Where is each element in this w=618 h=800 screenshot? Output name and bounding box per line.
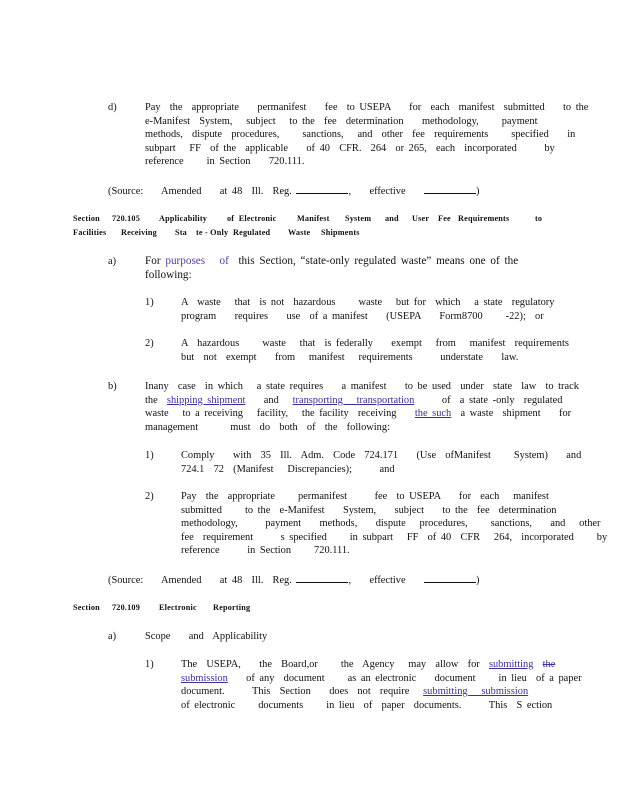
item-label-d: d)	[108, 102, 117, 113]
text-line: A waste that is not hazardous waste but for which a state regulatory	[181, 297, 555, 308]
heading-word: Waste	[288, 228, 311, 237]
text-line: Inany case in which a state requires a manifest to be used under state law to track	[145, 381, 579, 392]
text-line	[145, 394, 563, 408]
blank-line	[296, 573, 348, 583]
source-effective: , effective	[348, 186, 406, 197]
heading-word: User	[412, 214, 430, 223]
text-line: submitted to the e-Manifest System, subject to the fee determination	[181, 504, 557, 516]
text-line	[145, 407, 572, 421]
text-line	[181, 672, 582, 686]
text-line: 724.1 72 (Manifest Discrepancies); and	[181, 463, 395, 475]
paragraph-scope1	[181, 658, 582, 712]
text-line: fee requirement s specified in subpart FF of 40 CFR 264, incorporated by	[181, 531, 608, 543]
heading-word: Fee	[438, 214, 451, 223]
source-close: )	[476, 186, 480, 197]
item-label-1: 1)	[145, 297, 154, 308]
item-label-2: 2)	[145, 338, 154, 349]
text-line	[181, 685, 541, 699]
item-label-a: a)	[108, 256, 117, 267]
blank-line	[424, 573, 476, 583]
heading-word: Manifest	[297, 214, 330, 223]
source-note	[108, 573, 479, 588]
heading-word: Section	[73, 603, 100, 612]
item-label-2: 2)	[145, 491, 154, 502]
inserted-text: submission	[181, 672, 228, 684]
text-line: Comply with 35 Ill. Adm. Code 724.171 (Use ofManifest System) and	[181, 450, 582, 461]
deleted-text: the	[542, 659, 556, 670]
heading-word: Requirements	[458, 214, 510, 223]
heading-word: 720.109	[112, 603, 141, 612]
item-label-b: b)	[108, 381, 117, 392]
text-line: reference in Section 720.111.	[181, 545, 350, 557]
paragraph-a	[145, 255, 540, 282]
text-line: methodology, payment methods, dispute procedures, sanctions, and other	[181, 518, 601, 530]
item-label-1: 1)	[145, 450, 154, 461]
text-line: subpart FF of the applicable of 40 CFR. 264 or 265, each incorporated by	[145, 142, 555, 154]
heading-word: to	[535, 214, 543, 223]
item-label-a: a)	[108, 631, 117, 642]
blank-line	[424, 184, 476, 194]
text-line	[181, 658, 556, 672]
text-run: waste to a receiving facility, the facility receiving	[145, 408, 397, 420]
text-run: of a state -only regulated	[441, 394, 563, 406]
text-line: program requires use of a manifest (USEPA Form8700 -22); or	[181, 310, 544, 322]
scope-heading: Scope and Applicability	[145, 631, 268, 642]
source-note	[108, 184, 479, 199]
text-line: of electronic documents in lieu of paper documents. This S ection	[181, 699, 553, 711]
heading-word: Electronic	[159, 603, 197, 612]
blank-line	[296, 184, 348, 194]
text-run: a waste shipment for	[460, 408, 572, 420]
paragraph-b	[145, 380, 579, 434]
paragraph-a2	[181, 337, 569, 364]
heading-word: 720.105	[112, 214, 141, 223]
text-run: For	[145, 255, 161, 267]
source-close: )	[476, 575, 480, 586]
item-label-1: 1)	[145, 659, 154, 670]
paragraph-b2	[181, 490, 608, 558]
heading-word: System	[345, 214, 372, 223]
text-line: Pay the appropriate permanifest fee to USEPA for each manifest	[181, 491, 549, 502]
heading-word: Facilities	[73, 228, 107, 237]
source-effective: , effective	[348, 575, 406, 586]
heading-word: of Electronic	[227, 214, 277, 223]
heading-word: Shipments	[321, 228, 360, 237]
heading-word: and	[385, 214, 399, 223]
source-text: (Source: Amended at 48 Ill. Reg.	[108, 575, 292, 586]
inserted-text: transporting transportation	[292, 394, 415, 406]
inserted-text: submitting	[488, 659, 534, 670]
inserted-text: shipping shipment	[166, 394, 246, 406]
text-line	[145, 255, 540, 269]
text-run: the	[145, 394, 158, 406]
text-line: Pay the appropriate permanifest fee to USEPA for each manifest submitted to the	[145, 102, 589, 113]
text-line: A hazardous waste that is federally exempt from manifest requirements	[181, 338, 569, 349]
text-run: and	[263, 394, 279, 406]
text-line: following:	[145, 268, 192, 281]
paragraph-a1	[181, 296, 555, 323]
heading-word: Section	[73, 214, 100, 223]
source-text: (Source: Amended at 48 Ill. Reg.	[108, 186, 292, 197]
of-text: of	[219, 255, 229, 267]
inserted-text: the such	[414, 408, 452, 420]
text-line: reference in Section 720.111.	[145, 156, 305, 168]
text-run: document. This Section does not require	[181, 686, 410, 698]
heading-word: Applicability	[159, 214, 208, 223]
heading-word: Reporting	[213, 603, 251, 612]
paragraph-d	[145, 101, 589, 169]
text-line: management must do both of the following:	[145, 421, 390, 433]
text-line: methods, dispute procedures, sanctions, and other fee requirements specified in	[145, 129, 576, 141]
paragraph-b1	[181, 449, 582, 476]
text-run: of any document as an electronic document in lieu of a paper	[246, 672, 582, 684]
text-run: this Section, “state-only regulated waste” means one of the	[238, 255, 519, 267]
heading-word: Regulated	[233, 228, 271, 237]
text-line: e-Manifest System, subject to the fee determination methodology, payment	[145, 115, 538, 127]
heading-word: Receiving	[121, 228, 157, 237]
purposes-text: purposes	[165, 255, 206, 267]
text-run: The USEPA, the Board,or the Agency may allow for	[181, 659, 480, 670]
heading-word: Sta te - Only	[175, 228, 229, 237]
text-line: but not exempt from manifest requirements understate law.	[181, 351, 519, 363]
inserted-text: submitting submission	[423, 686, 529, 698]
